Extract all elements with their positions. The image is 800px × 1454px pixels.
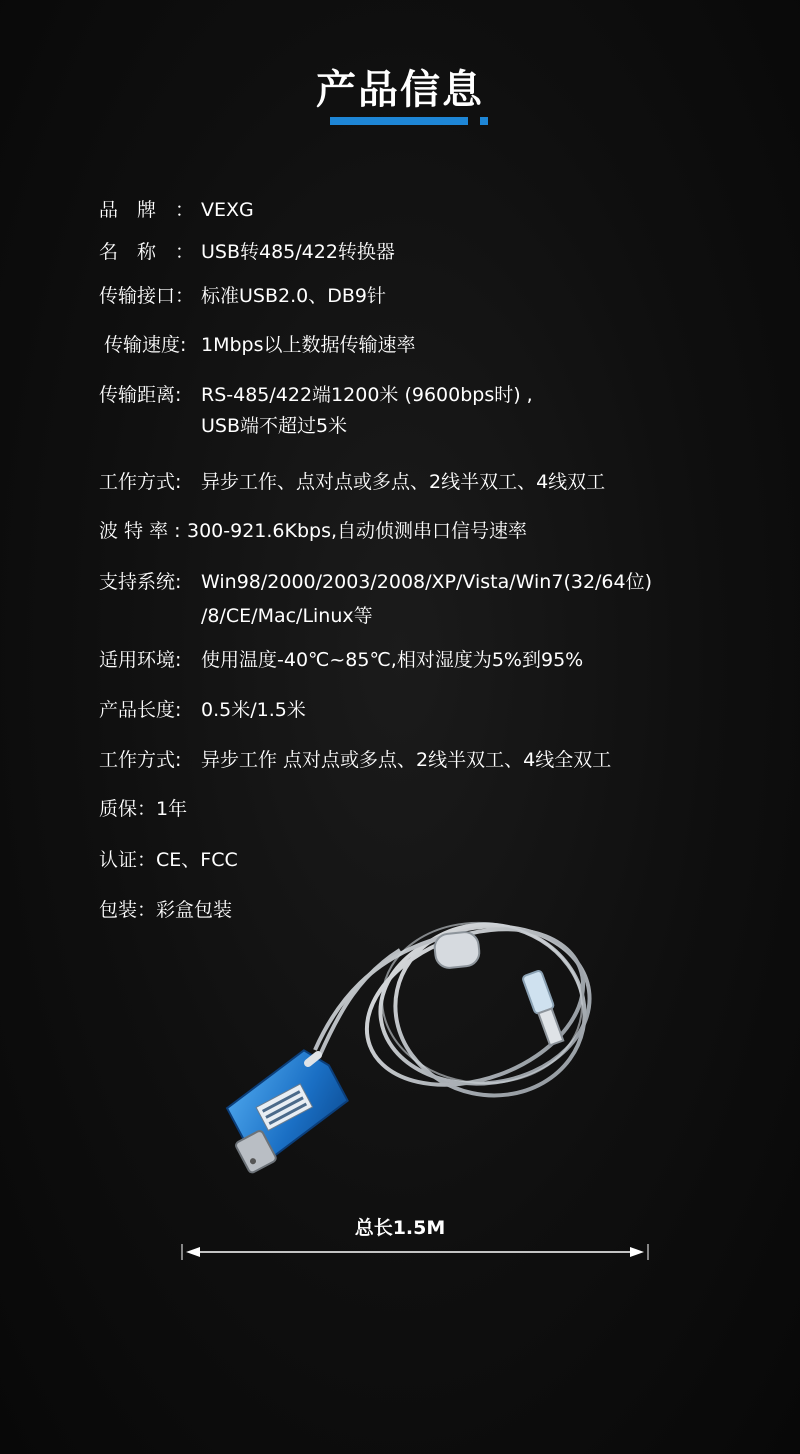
spec-label: 波 特 率 : [99,520,181,542]
spec-label: 传输接口： [99,285,195,307]
spec-label: 名 称 ： [99,241,195,263]
spec-value: 彩盒包装 [156,899,233,921]
spec-label: 品 牌 ： [99,199,195,221]
title-underline [330,117,468,125]
spec-value: 1Mbps以上数据传输速率 [201,334,416,356]
spec-label: 适用环境: [99,649,182,671]
spec-baud [99,519,527,543]
spec-label: 工作方式: [99,749,182,771]
spec-label: 工作方式: [99,471,182,493]
spec-name [99,240,395,264]
spec-value: VEXG [201,199,254,221]
length-dimension-line [170,1236,660,1268]
spec-value: RS-485/422端1200米 (9600bps时) , [201,384,533,406]
spec-speed [104,333,416,357]
spec-distance [99,383,533,407]
length-label: 总长1.5M [354,1217,446,1239]
spec-warranty [99,797,187,821]
spec-value: 标准USB2.0、DB9针 [201,285,386,307]
spec-value: 异步工作 点对点或多点、2线半双工、4线全双工 [201,749,612,771]
spec-value: 异步工作、点对点或多点、2线半双工、4线双工 [201,471,606,493]
spec-label: 传输速度: [104,334,187,356]
spec-label: 传输距离: [99,384,182,406]
product-cable-image [190,915,620,1185]
page-title: 产品信息 [316,67,484,113]
spec-mode-2 [99,748,611,772]
spec-os [99,570,652,594]
spec-distance-cont: USB端不超过5米 [201,415,348,437]
spec-length [99,698,306,722]
spec-label: 认证： [99,849,157,871]
spec-label: 支持系统: [99,571,182,593]
spec-label: 包装： [99,899,157,921]
spec-value: Win98/2000/2003/2008/XP/Vista/Win7(32/64位) [201,571,653,593]
spec-certification [99,848,238,872]
spec-brand [99,198,254,222]
spec-label: 产品长度: [99,699,182,721]
spec-value: 使用温度-40℃~85℃,相对湿度为5%到95% [201,649,584,671]
spec-label: 质保： [99,798,157,820]
spec-value: 0.5米/1.5米 [201,699,306,721]
spec-value: 1年 [156,798,188,820]
spec-value: 300-921.6Kbps,自动侦测串口信号速率 [187,520,528,542]
spec-value: CE、FCC [156,849,238,871]
spec-mode [99,470,605,494]
title-underline-dot [480,117,488,125]
spec-interface [99,284,386,308]
spec-environment [99,648,583,672]
spec-os-cont: /8/CE/Mac/Linux等 [201,605,373,627]
spec-value: USB转485/422转换器 [201,241,395,263]
